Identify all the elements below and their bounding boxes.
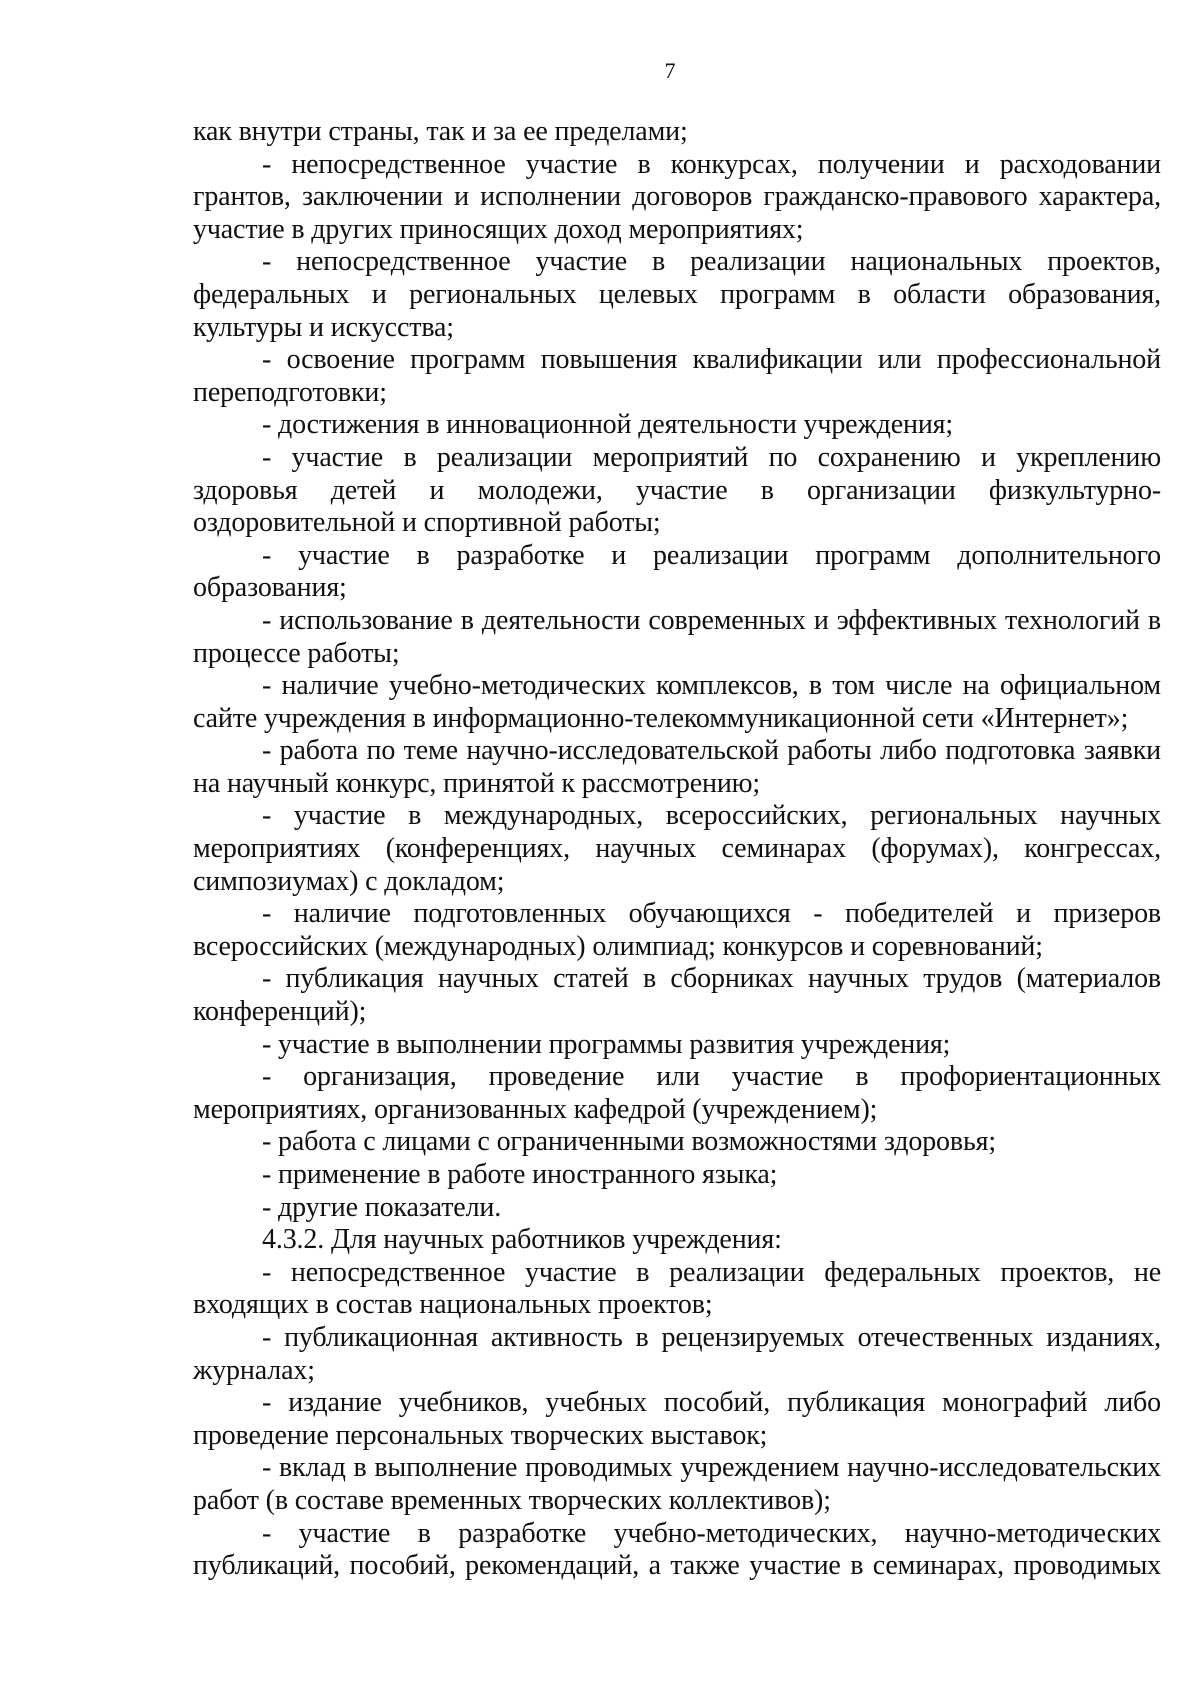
list-item: - непосредственное участие в конкурсах, получении и расходовании грантов, заключении и исполнении договоров гражданско-правового характера, участие в других приносящих доход мероприятиях;	[193, 148, 1161, 245]
list-item: - участие в разработке учебно-методических, научно-методических публикаций, пособий, рекомендаций, а также участие в семинарах, проводимых	[193, 1517, 1161, 1582]
list-item: - вклад в выполнение проводимых учреждением научно-исследовательских работ (в составе временных творческих коллективов);	[193, 1452, 1161, 1516]
paragraph: как внутри страны, так и за ее пределами;	[193, 116, 688, 147]
page-number: 7	[664, 58, 676, 83]
document-body	[193, 116, 1161, 1583]
list-item: - организация, проведение или участие в профориентационных мероприятиях, организованных кафедрой (учреждением);	[193, 1061, 1161, 1125]
list-item: - работа по теме научно-исследовательской работы либо подготовка заявки на научный конкурс, принятой к рассмотрению;	[193, 735, 1161, 799]
list-item: - издание учебников, учебных пособий, публикация монографий либо проведение персональных творческих выставок;	[193, 1387, 1161, 1451]
list-item: - достижения в инновационной деятельности учреждения;	[262, 409, 954, 441]
section-heading: 4.3.2. Для научных работников учреждения:	[262, 1224, 782, 1256]
list-item: - другие показатели.	[262, 1191, 502, 1223]
list-item: - работа с лицами с ограниченными возможностями здоровья;	[262, 1126, 996, 1158]
list-item: - непосредственное участие в реализации национальных проектов, федеральных и региональных целевых программ в области образования, культуры и искусства;	[193, 246, 1161, 343]
list-item: - освоение программ повышения квалификации или профессиональной переподготовки;	[193, 344, 1161, 408]
list-item: - публикация научных статей в сборниках научных трудов (материалов конференций);	[193, 963, 1161, 1028]
list-item: - непосредственное участие в реализации федеральных проектов, не входящих в состав национальных проектов;	[193, 1256, 1161, 1321]
list-item: - участие в разработке и реализации программ дополнительного образования;	[193, 539, 1161, 604]
list-item: - публикационная активность в рецензируемых отечественных изданиях, журналах;	[193, 1321, 1161, 1386]
list-item: - использование в деятельности современных и эффективных технологий в процессе работы;	[193, 604, 1161, 669]
list-item: - участие в реализации мероприятий по сохранению и укреплению здоровья детей и молодежи, участие в организации физкультурно-оздоровительной и спортивной работы;	[193, 441, 1161, 539]
list-item: - участие в выполнении программы развития учреждения;	[262, 1028, 951, 1060]
list-item: - применение в работе иностранного языка;	[262, 1159, 778, 1190]
list-item: - участие в международных, всероссийских, региональных научных мероприятиях (конференциях, научных семинарах (форумах), конгрессах, симпозиумах) с докладом;	[193, 800, 1161, 897]
list-item: - наличие учебно-методических комплексов, в том числе на официальном сайте учреждения в информационно-телекоммуникационной сети «Интернет»;	[193, 670, 1161, 734]
list-item: - наличие подготовленных обучающихся - победителей и призеров всероссийских (международных) олимпиад; конкурсов и соревнований;	[193, 898, 1161, 962]
